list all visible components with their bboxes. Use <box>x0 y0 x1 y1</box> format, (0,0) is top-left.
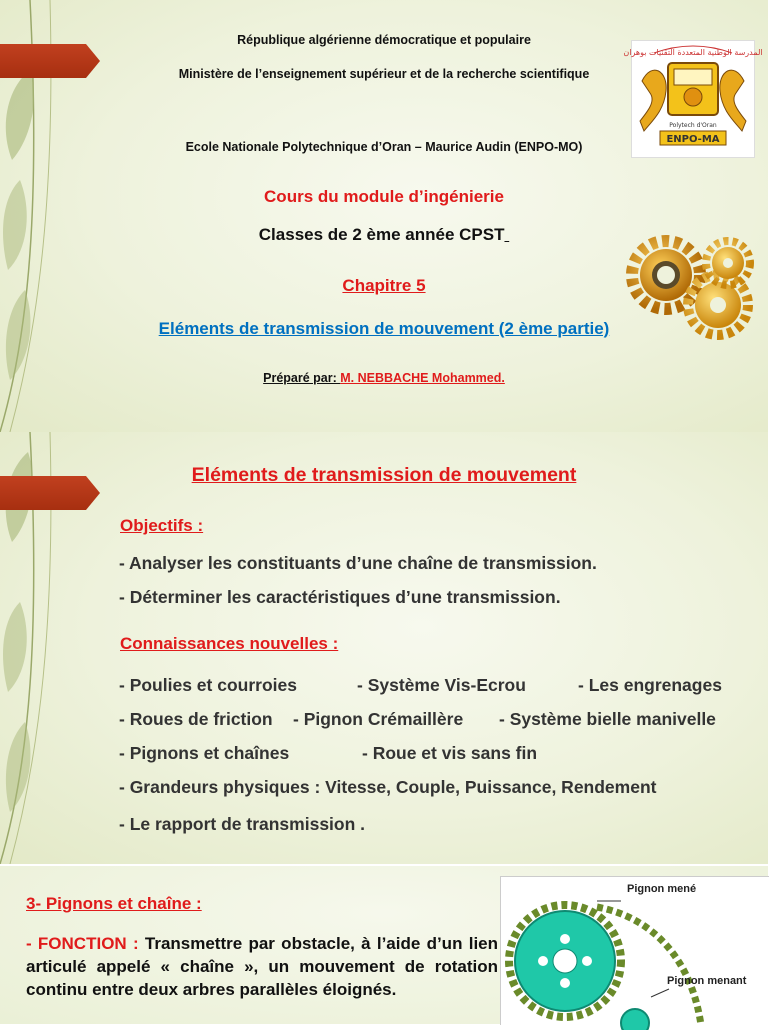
knowledge-item: - Le rapport de transmission . <box>119 814 366 834</box>
label-driven-sprocket: Pignon mené <box>627 883 697 895</box>
function-text: Transmettre par obstacle, à l’aide d’un lien articulé appelé « chaîne », un mouvement de rotation continu entre deux arbres parallèles éloignés. <box>26 934 499 999</box>
header-line-1: République algérienne démocratique et populaire <box>237 33 531 47</box>
slide-title: Eléments de transmission de mouvement <box>191 464 577 486</box>
objectives-slide <box>0 432 768 864</box>
function-label: - FONCTION : <box>26 934 139 953</box>
chain-sprocket-diagram <box>500 876 769 1025</box>
chapter-title: Chapitre 5 <box>342 276 426 295</box>
objective-item: - Déterminer les caractéristiques d’une transmission. <box>119 587 561 607</box>
function-paragraph <box>26 932 498 1001</box>
section-title: 3- Pignons et chaîne : <box>26 894 202 913</box>
gears-icon <box>628 233 754 343</box>
objective-item: - Analyser les constituants d’une chaîne de transmission. <box>119 553 597 573</box>
knowledge-item: - Roue et vis sans fin <box>362 743 538 763</box>
school-crest-icon <box>623 40 763 158</box>
chapter-subject: Eléments de transmission de mouvement (2 ème partie) <box>158 319 610 338</box>
school-name: Ecole Nationale Polytechnique d’Oran – Maurice Audin (ENPO-MO) <box>185 140 583 154</box>
knowledge-item: - Pignons et chaînes <box>119 743 290 763</box>
author-line <box>0 371 768 385</box>
logo-banner: ENPO-MA <box>666 134 720 145</box>
knowledge-item: - Système Vis-Ecrou <box>357 675 526 695</box>
knowledge-item: - Les engrenages <box>578 675 722 695</box>
knowledge-item: - Système bielle manivelle <box>499 709 716 729</box>
logo-inner-text: Polytech d'Oran <box>669 122 717 129</box>
knowledge-item: - Poulies et courroies <box>119 675 297 695</box>
course-title: Cours du module d’ingénierie <box>264 187 504 206</box>
knowledge-item: - Roues de friction <box>119 709 273 729</box>
author-name: M. NEBBACHE Mohammed. <box>340 371 505 385</box>
knowledge-heading: Connaissances nouvelles : <box>120 634 339 653</box>
header-line-2: Ministère de l’enseignement supérieur et de la recherche scientifique <box>178 67 590 81</box>
logo-arabic-text: المدرسة الوطنية المتعددة التقنيات بوهران <box>623 48 763 57</box>
author-label: Préparé par: <box>263 371 341 385</box>
knowledge-item: - Pignon Crémaillère <box>293 709 464 729</box>
classes-text: Classes de 2 ème année CPST <box>258 225 505 244</box>
chain-slide <box>0 866 768 1024</box>
objectives-heading: Objectifs : <box>120 516 204 535</box>
label-driving-sprocket: Pignon menant <box>667 975 747 987</box>
knowledge-item: - Grandeurs physiques : Vitesse, Couple, Puissance, Rendement <box>119 777 657 797</box>
title-slide <box>0 0 768 432</box>
